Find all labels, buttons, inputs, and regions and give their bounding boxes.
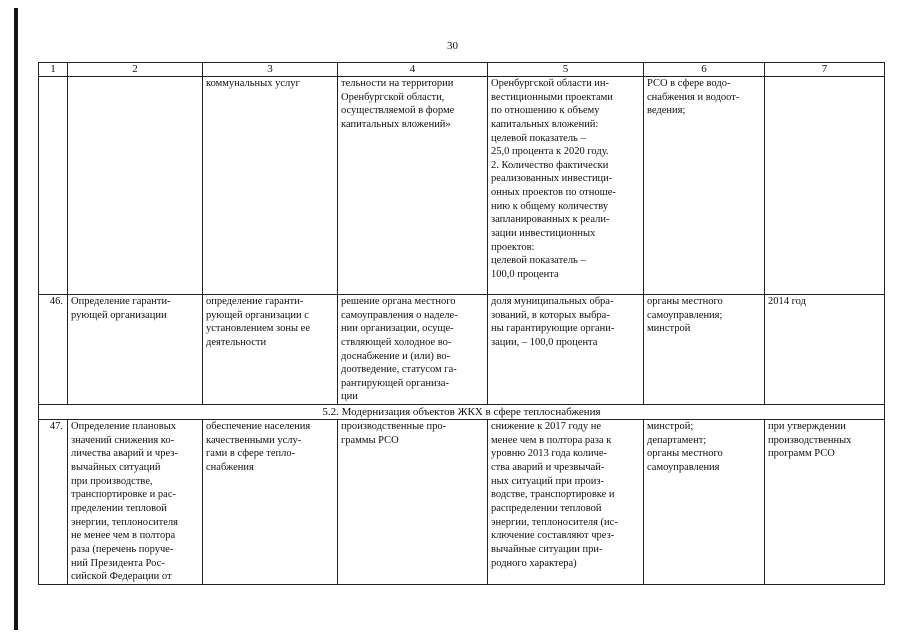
measure-document: решение органа местного самоуправления о наделе- нии организации, осуще- ствляющей холодное во- доснабжение и (или) во- доотведение, статусом га- рантирующей организа- ции xyxy=(338,295,488,405)
measure-responsible: минстрой; департамент; органы местного самоуправления xyxy=(644,420,765,585)
measure-goal: коммунальных услуг xyxy=(203,77,338,295)
measure-deadline: при утверждении производственных программ РСО xyxy=(765,420,885,585)
column-number-row xyxy=(39,63,885,77)
measure-name: Определение плановых значений снижения ко- личества аварий и чрез- вычайных ситуаций при производстве, транспортировке и рас- пределении тепловой энергии, теплоносителя не менее чем в полтора раза (перечень поруче- ний Президента Рос- сийской Федерации от xyxy=(68,420,203,585)
measures-table xyxy=(38,62,885,585)
measure-deadline: 2014 год xyxy=(765,295,885,405)
row-number: 47. xyxy=(39,420,68,585)
table-row-47 xyxy=(39,420,885,585)
column-number-2: 2 xyxy=(68,63,203,77)
page-number: 30 xyxy=(447,40,458,52)
section-heading-row xyxy=(39,405,885,420)
measure-indicator: снижение к 2017 году не менее чем в полтора раза к уровню 2013 года количе- ства аварий и чрезвычай- ных ситуаций при произ- водстве, транспортировке и распределении тепловой энергии, теплоносителя (ис- ключение составляют чрез- вычайные ситуации при- родного характера) xyxy=(488,420,644,585)
table-row-continued xyxy=(39,77,885,295)
measure-goal: определение гаранти- рующей организации с установлением зоны ее деятельности xyxy=(203,295,338,405)
column-number-7: 7 xyxy=(765,63,885,77)
measure-indicator: доля муниципальных обра- зований, в которых выбра- ны гарантирующие органи- зации, – 100,0 процента xyxy=(488,295,644,405)
measure-goal: обеспечение населения качественными услу- гами в сфере тепло- снабжения xyxy=(203,420,338,585)
measure-name xyxy=(68,77,203,295)
measure-document: производственные про- граммы РСО xyxy=(338,420,488,585)
binding-edge xyxy=(14,8,18,630)
table-row-46 xyxy=(39,295,885,405)
measure-responsible: органы местного самоуправления; минстрой xyxy=(644,295,765,405)
row-number xyxy=(39,77,68,295)
measure-document: тельности на территории Оренбургской области, осуществляемой в форме капитальных вложений» xyxy=(338,77,488,295)
section-heading: 5.2. Модернизация объектов ЖКХ в сфере теплоснабжения xyxy=(39,405,885,420)
column-number-3: 3 xyxy=(203,63,338,77)
measure-indicator: Оренбургской области ин- вестиционными проектами по отношению к объему капитальных вложений: целевой показатель – 25,0 процента к 2020 году. 2. Количество фактически реализованных инвестици- онных проектов по отноше- нию к общему количеству запланированных к реали- зации инвестиционных проектов: целевой показатель – 100,0 процента xyxy=(488,77,644,295)
column-number-5: 5 xyxy=(488,63,644,77)
measure-responsible: РСО в сфере водо- снабжения и водоот- ведения; xyxy=(644,77,765,295)
row-number: 46. xyxy=(39,295,68,405)
column-number-1: 1 xyxy=(39,63,68,77)
column-number-6: 6 xyxy=(644,63,765,77)
measure-name: Определение гаранти- рующей организации xyxy=(68,295,203,405)
measure-deadline xyxy=(765,77,885,295)
column-number-4: 4 xyxy=(338,63,488,77)
